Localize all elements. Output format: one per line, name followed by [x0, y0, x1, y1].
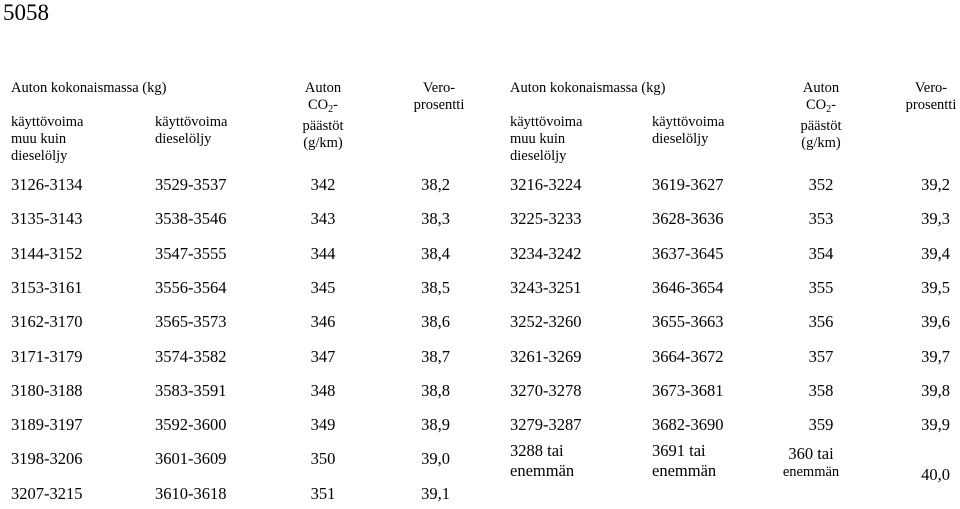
table-cell: 344: [310, 244, 336, 263]
right-col4-header: Vero- prosentti: [905, 80, 957, 113]
table-cell: 38,8: [421, 381, 450, 400]
table-cell: 3646-3654: [652, 278, 724, 297]
table-cell: 354: [808, 244, 834, 263]
table-cell: 3216-3224: [510, 175, 582, 194]
table-cell: 3189-3197: [11, 415, 83, 434]
table-cell: 345: [310, 278, 336, 297]
table-cell: 3619-3627: [652, 175, 724, 194]
table-cell: 357: [808, 347, 834, 366]
table-cell: 38,3: [421, 209, 450, 228]
table-cell: 3592-3600: [155, 415, 227, 434]
table-cell: 3279-3287: [510, 415, 582, 434]
table-cell: 3574-3582: [155, 347, 227, 366]
right-last-col4: 40,0: [921, 465, 950, 484]
table-cell: 3261-3269: [510, 347, 582, 366]
page-number: 5058: [3, 0, 49, 25]
table-cell: 348: [310, 381, 336, 400]
right-last-col3: 360 tai enemmän: [782, 444, 840, 480]
left-col3-header: Auton $CO_2-$ päästöt (g/km): [302, 80, 344, 151]
table-cell: 3234-3242: [510, 244, 582, 263]
table-cell: 39,4: [921, 244, 950, 263]
table-cell: 3664-3672: [652, 347, 724, 366]
table-cell: 39,0: [421, 449, 450, 468]
table-cell: 3601-3609: [155, 449, 227, 468]
table-cell: 3171-3179: [11, 347, 83, 366]
table-cell: 3162-3170: [11, 312, 83, 331]
table-cell: 350: [310, 449, 336, 468]
table-cell: 39,8: [921, 381, 950, 400]
table-cell: 39,9: [921, 415, 950, 434]
table-cell: 3180-3188: [11, 381, 83, 400]
table-cell: 3637-3645: [652, 244, 724, 263]
table-cell: 3207-3215: [11, 484, 83, 503]
table-cell: 352: [808, 175, 834, 194]
table-cell: 3610-3618: [155, 484, 227, 503]
table-cell: 3198-3206: [11, 449, 83, 468]
table-cell: 347: [310, 347, 336, 366]
table-cell: 39,5: [921, 278, 950, 297]
table-cell: 3565-3573: [155, 312, 227, 331]
table-cell: 3547-3555: [155, 244, 227, 263]
right-col3-header: Auton $CO_2-$ päästöt (g/km): [800, 80, 842, 151]
table-cell: 38,2: [421, 175, 450, 194]
table-cell: 343: [310, 209, 336, 228]
table-cell: 38,4: [421, 244, 450, 263]
right-mass-title: Auton kokonaismassa (kg): [510, 80, 666, 96]
table-cell: 39,7: [921, 347, 950, 366]
right-last-col2: 3691 tai enemmän: [652, 441, 717, 480]
table-cell: 359: [808, 415, 834, 434]
left-mass-title: Auton kokonaismassa (kg): [11, 80, 167, 96]
left-col2-header: käyttövoima dieselöljy: [155, 114, 228, 147]
right-col1-header: käyttövoima muu kuin dieselöljy: [510, 114, 583, 164]
left-col4-header: Vero- prosentti: [413, 80, 465, 113]
table-cell: 3655-3663: [652, 312, 724, 331]
table-cell: 39,3: [921, 209, 950, 228]
table-cell: 3673-3681: [652, 381, 724, 400]
table-cell: 353: [808, 209, 834, 228]
table-cell: 39,2: [921, 175, 950, 194]
table-cell: 3126-3134: [11, 175, 83, 194]
right-col2-header: käyttövoima dieselöljy: [652, 114, 725, 147]
table-cell: 3538-3546: [155, 209, 227, 228]
table-cell: 3556-3564: [155, 278, 227, 297]
table-cell: 349: [310, 415, 336, 434]
table-cell: 3252-3260: [510, 312, 582, 331]
table-cell: 358: [808, 381, 834, 400]
table-cell: 3225-3233: [510, 209, 582, 228]
table-cell: 346: [310, 312, 336, 331]
table-cell: 3270-3278: [510, 381, 582, 400]
table-cell: 3529-3537: [155, 175, 227, 194]
table-cell: 38,6: [421, 312, 450, 331]
table-cell: 3243-3251: [510, 278, 582, 297]
table-cell: 3135-3143: [11, 209, 83, 228]
table-cell: 39,6: [921, 312, 950, 331]
right-last-col1: 3288 tai enemmän: [510, 441, 575, 480]
table-cell: 38,5: [421, 278, 450, 297]
table-cell: 3583-3591: [155, 381, 227, 400]
table-cell: 3144-3152: [11, 244, 83, 263]
left-col1-header: käyttövoima muu kuin dieselöljy: [11, 114, 84, 164]
table-cell: 39,1: [421, 484, 450, 503]
table-cell: 355: [808, 278, 834, 297]
table-cell: 351: [310, 484, 336, 503]
table-cell: 3628-3636: [652, 209, 724, 228]
table-cell: 38,9: [421, 415, 450, 434]
table-cell: 38,7: [421, 347, 450, 366]
table-cell: 342: [310, 175, 336, 194]
table-cell: 356: [808, 312, 834, 331]
table-cell: 3682-3690: [652, 415, 724, 434]
table-cell: 3153-3161: [11, 278, 83, 297]
